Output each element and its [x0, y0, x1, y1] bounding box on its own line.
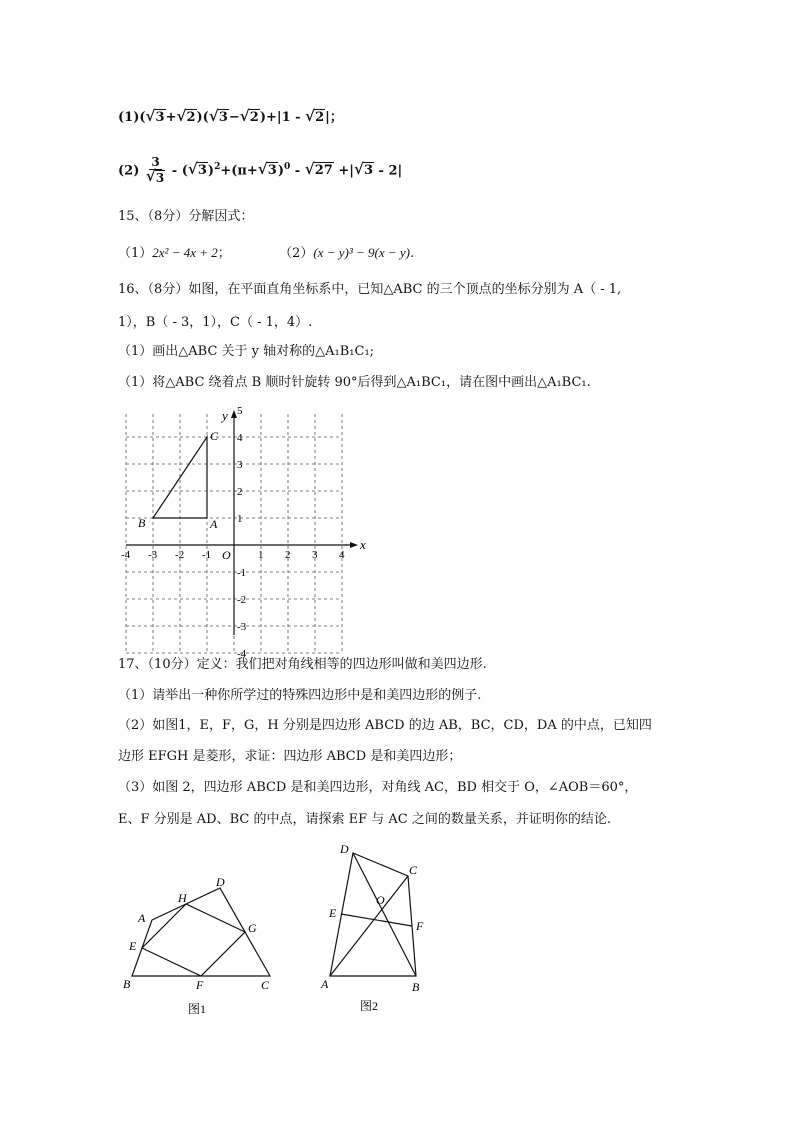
point-a-label: A: [210, 517, 218, 531]
q17-line4: 边形 EFGH 是菱形，求证：四边形 ABCD 是和美四边形；: [118, 749, 462, 764]
coordinate-grid-figure: [118, 405, 378, 660]
q14-part2-label: (2): [118, 163, 140, 179]
y-tick-label: -3: [237, 621, 247, 633]
fig1-label-h: H: [178, 891, 187, 905]
diagonal-ac: [330, 876, 408, 976]
y-axis-label: y: [222, 408, 228, 423]
y-tick-label: 4: [237, 432, 243, 444]
fig2-caption: 图2: [360, 999, 379, 1013]
q14-part2: (2) 3 √ 3 - (√ 3)$^2$+(π+√ 3)$^0$ - √ 27 +|√ 3 - 2|: [118, 150, 402, 188]
q15-p1-expr: 2x² − 4x + 2: [152, 245, 218, 260]
fig1-label-g: G: [248, 921, 257, 935]
fig1-label-e: E: [129, 939, 137, 953]
q15-title: 15、（8分）分解因式：: [118, 209, 254, 224]
sqrt-2b: √ 2: [241, 108, 260, 128]
fig2-label-e: E: [329, 906, 337, 920]
origin-label: O: [222, 548, 231, 562]
q16-line1: 16、（8分）如图，在平面直角坐标系中，已知△ABC 的三个顶点的坐标分别为 A（ - 1,: [118, 282, 622, 297]
fig1-label-b: B: [123, 977, 131, 991]
sqrt-3b: √ 3: [210, 108, 229, 128]
point-c-label: C: [210, 429, 219, 443]
fraction: 3 √ 3: [146, 155, 165, 186]
fig1-label-c: C: [261, 978, 270, 992]
fig2-label-f: F: [416, 919, 424, 933]
q16-part1: （1）画出△ABC 关于 y 轴对称的△A₁B₁C₁;: [118, 344, 375, 359]
point-b-label: B: [138, 516, 146, 530]
diagonal-bd: [353, 853, 416, 976]
q17-line6: E、F 分别是 AD、BC 的中点，请探索 EF 与 AC 之间的数量关系，并证明你的结论.: [118, 812, 611, 827]
x-tick-label: 2: [285, 549, 291, 561]
y-tick-label: 3: [237, 459, 243, 471]
figure-1: [118, 868, 288, 1018]
x-axis-arrow: [350, 542, 358, 548]
q16-line2: 1），B（ - 3，1），C（ - 1，4）.: [118, 315, 313, 330]
q17-line5: （3）如图 2，四边形 ABCD 是和美四边形，对角线 AC，BD 相交于 O，∠AOB＝60°，: [118, 780, 638, 795]
figure-2: [318, 838, 438, 1018]
y-tick-label: 2: [237, 486, 243, 498]
y-tick-label: 1: [237, 513, 243, 525]
q17-line3: （2）如图1，E，F，G，H 分别是四边形 ABCD 的边 AB，BC，CD，DA 的中点，已知四: [118, 718, 652, 733]
x-tick-label: 3: [312, 549, 318, 561]
x-axis-label: x: [360, 537, 366, 552]
fig2-label-d: D: [340, 842, 349, 856]
q17-line1: 17、（10分）定义：我们把对角线相等的四边形叫做和美四边形.: [118, 657, 487, 672]
q15-p2-label: （2）: [279, 246, 314, 261]
q15-p2-end: .: [409, 246, 415, 261]
sqrt-3: √ 3: [147, 108, 166, 128]
sqrt-2: √ 2: [177, 108, 196, 128]
x-tick-label: 4: [339, 549, 345, 561]
x-tick-label: -4: [121, 549, 131, 561]
q15-parts: [118, 243, 414, 264]
q14-part1-label: (1): [118, 110, 140, 125]
y-tick-label: -4: [237, 648, 247, 660]
y-tick-label: 5: [237, 405, 243, 417]
q17-line2: （1）请举出一种你所学过的特殊四边形中是和美四边形的例子.: [118, 688, 482, 703]
quadrilateral-efgh: [142, 904, 245, 976]
sqrt-2c: √ 2: [306, 108, 325, 128]
x-tick-label: -2: [175, 549, 185, 561]
q15-p2-expr: (x − y)³ − 9(x − y): [313, 245, 410, 260]
x-tick-label: -1: [202, 549, 212, 561]
fig1-label-d: D: [216, 875, 225, 889]
fig2-label-b: B: [412, 980, 420, 994]
fig1-label-f: F: [196, 978, 204, 992]
x-tick-label: -3: [148, 549, 158, 561]
fig1-caption: 图1: [188, 1002, 207, 1016]
q14-part1: (1)(√ 3+√ 2)(√ 3−√ 2)+|1 - √ 2|；: [118, 108, 343, 128]
x-tick-label: 1: [258, 549, 264, 561]
q16-part2: （1）将△ABC 绕着点 B 顺时针旋转 90°后得到△A₁BC₁，请在图中画出△A₁BC₁.: [118, 375, 591, 390]
fig2-label-o: O: [376, 893, 385, 907]
fig1-label-a: A: [138, 911, 146, 925]
fig2-label-a: A: [321, 977, 329, 991]
q15-p1-end: ；: [217, 246, 231, 261]
q15-p1-label: （1）: [118, 246, 153, 261]
y-tick-label: -1: [237, 567, 247, 579]
y-tick-label: -2: [237, 594, 247, 606]
fig2-label-c: C: [409, 863, 418, 877]
